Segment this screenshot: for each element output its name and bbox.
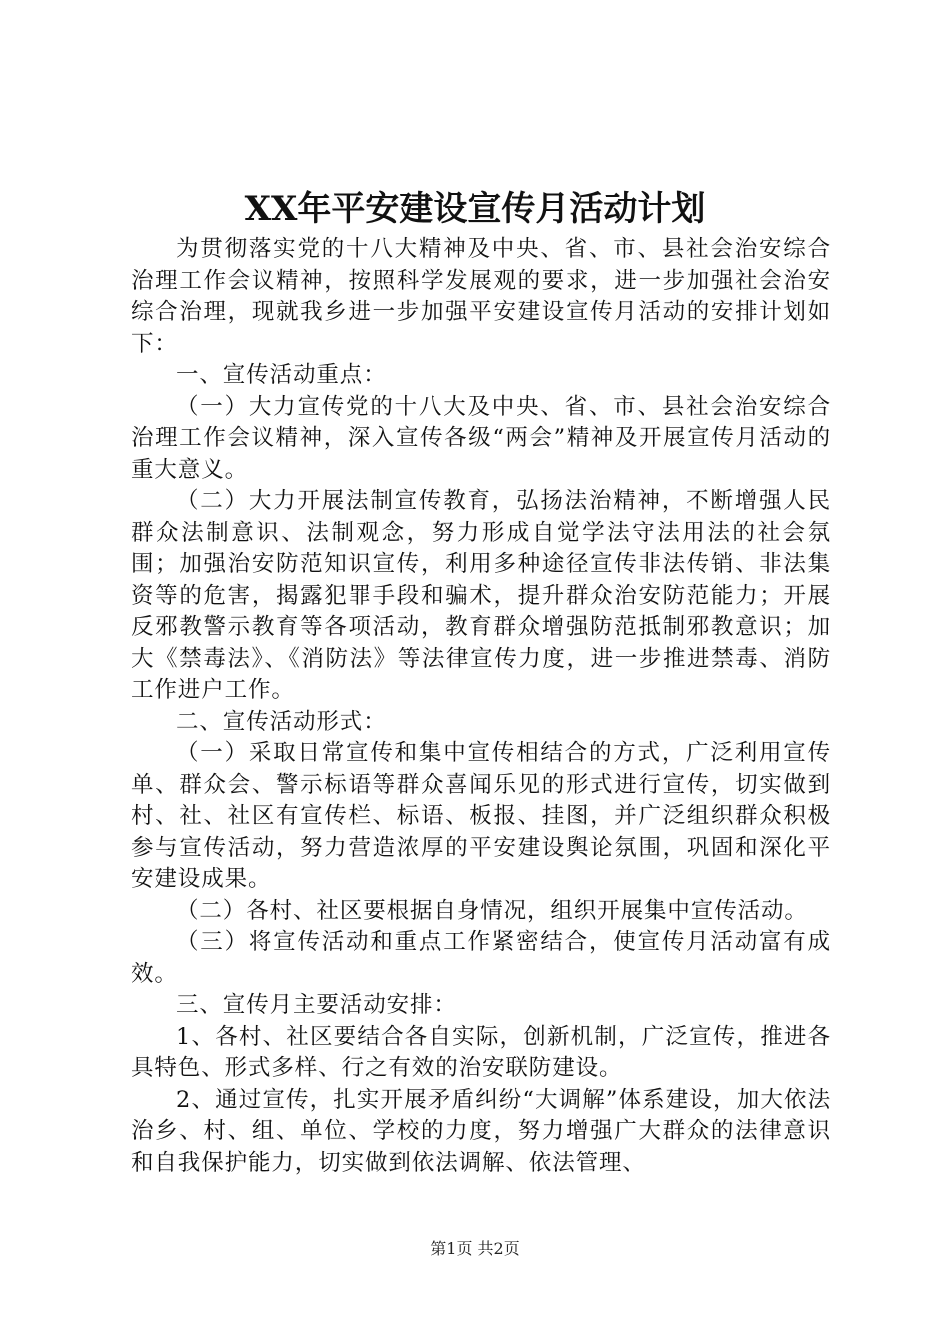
body-paragraph: （二）各村、社区要根据自身情况，组织开展集中宣传活动。 (176, 897, 808, 924)
page-number-footer: 第1页 共2页 (430, 1239, 520, 1258)
document-title: XX年平安建设宣传月活动计划 (244, 189, 706, 229)
section-heading-2: 二、宣传活动形式： (176, 708, 387, 735)
body-paragraph: （一）大力宣传党的十八大及中央、省、市、县社会治安综合治理工作会议精神，深入宣传各级“两会”精神及开展宣传月活动的重大意义。 (131, 393, 831, 483)
document-body (131, 234, 831, 1179)
body-paragraph: （二）大力开展法制宣传教育，弘扬法治精神，不断增强人民群众法制意识、法制观念，努力形成自觉学法守法用法的社会氛围；加强治安防范知识宣传，利用多种途径宣传非法传销、非法集资等的危害，揭露犯罪手段和骗术，提升群众治安防范能力；开展反邪教警示教育等各项活动，教育群众增强防范抵制邪教意识；加大《禁毒法》、《消防法》等法律宣传力度，进一步推进禁毒、消防工作进户工作。 (131, 488, 831, 703)
body-paragraph: （三）将宣传活动和重点工作紧密结合，使宣传月活动富有成效。 (131, 929, 831, 987)
body-paragraph: 2、通过宣传，扎实开展矛盾纠纷“大调解”体系建设，加大依法治乡、村、组、单位、学校的力度，努力增强广大群众的法律意识和自我保护能力，切实做到依法调解、依法管理、 (131, 1086, 831, 1176)
body-paragraph: （一）采取日常宣传和集中宣传相结合的方式，广泛利用宣传单、群众会、警示标语等群众喜闻乐见的形式进行宣传，切实做到村、社、社区有宣传栏、标语、板报、挂图，并广泛组织群众积极参与宣传活动，努力营造浓厚的平安建设舆论氛围，巩固和深化平安建设成果。 (131, 740, 831, 892)
section-heading-3: 三、宣传月主要活动安排： (176, 992, 457, 1018)
intro-paragraph: 为贯彻落实党的十八大精神及中央、省、市、县社会治安综合治理工作会议精神，按照科学发展观的要求，进一步加强社会治安综合治理，现就我乡进一步加强平安建设宣传月活动的安排计划如下： (131, 236, 831, 357)
body-paragraph: 1、各村、社区要结合各自实际，创新机制，广泛宣传，推进各具特色、形式多样、行之有效的治安联防建设。 (131, 1023, 831, 1081)
section-heading-1: 一、宣传活动重点： (176, 362, 387, 388)
